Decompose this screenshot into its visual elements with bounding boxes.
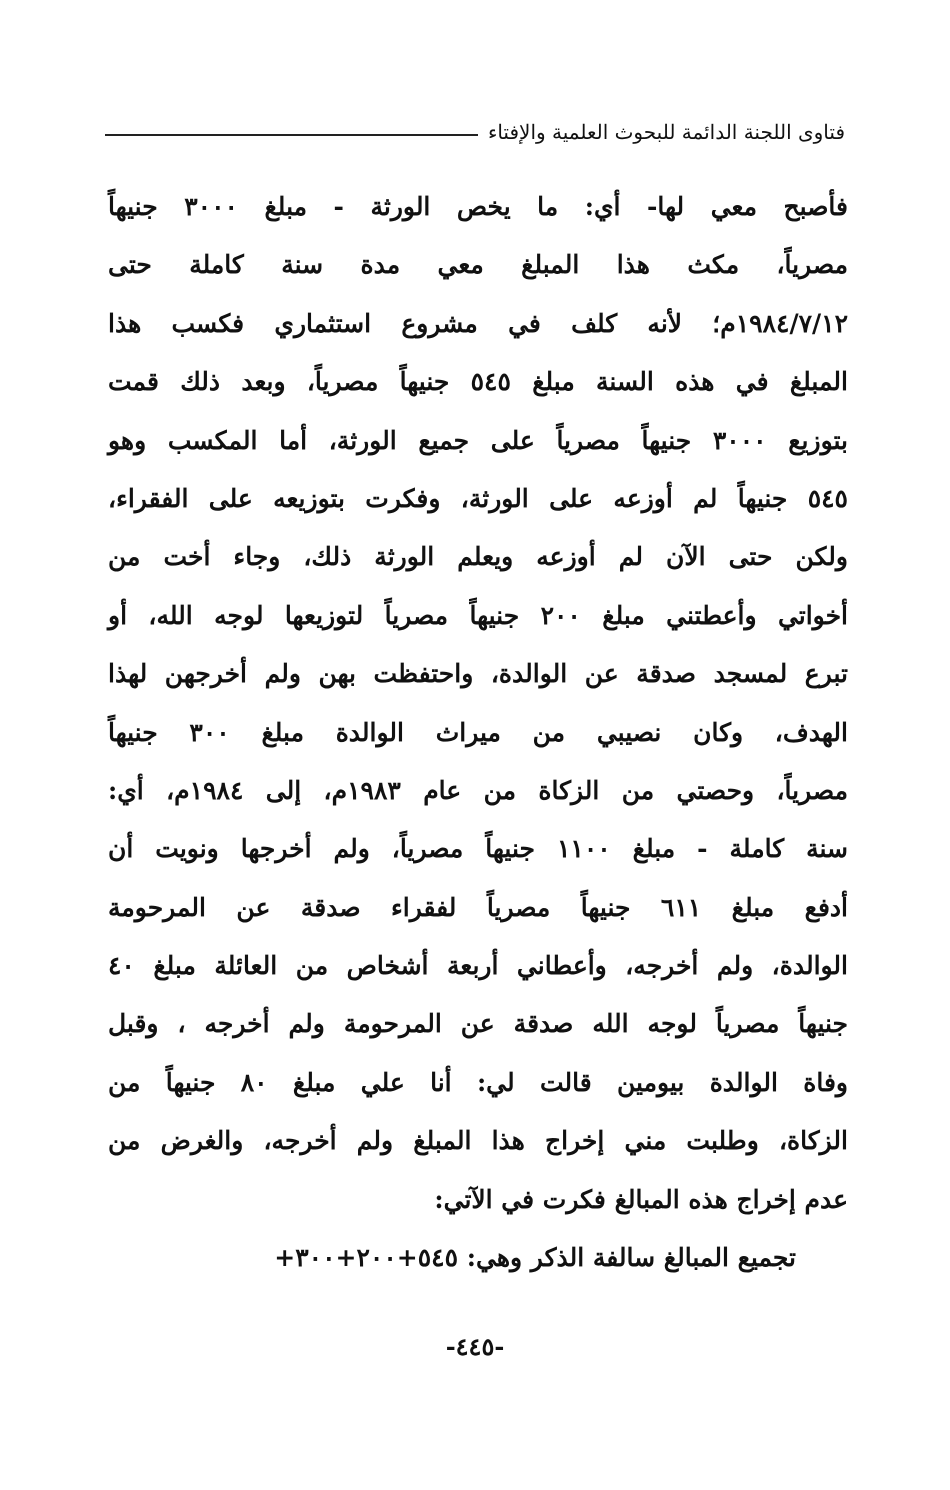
text-line: الهدف، وكان نصيبي من ميراث الوالدة مبلغ ٣٠٠ جنيهاً (108, 717, 848, 747)
text-line: ولكن حتى الآن لم أوزعه ويعلم الورثة ذلك، وجاء أخت من (108, 542, 848, 572)
running-header (105, 112, 845, 152)
header-rule (105, 134, 478, 136)
book-title: فتاوى اللجنة الدائمة للبحوث العلمية والإفتاء (487, 120, 845, 144)
text-line: فأصبح معي لها- أي: ما يخص الورثة - مبلغ ٣٠٠٠ جنيهاً (108, 192, 849, 221)
text-line: بتوزيع ٣٠٠٠ جنيهاً مصرياً على جميع الورثة، أما المكسب وهو (108, 425, 848, 455)
text-line: جنيهاً مصرياً لوجه الله صدقة عن المرحومة ولم أخرجه ، وقبل (108, 1009, 848, 1039)
text-line: الوالدة، ولم أخرجه، وأعطاني أربعة أشخاص من العائلة مبلغ ٤٠ (108, 951, 848, 981)
text-line: مصرياً، وحصتي من الزكاة من عام ١٩٨٣م، إلى ١٩٨٤م، أي: (108, 775, 848, 805)
text-line: عدم إخراج هذه المبالغ فكرت في الآتي: (434, 1184, 848, 1214)
text-line: وفاة الوالدة بيومين قالت لي: أنا علي مبلغ ٨٠ جنيهاً من (108, 1067, 849, 1097)
page-number: -٤٤٥- (445, 1332, 505, 1361)
text-line: تبرع لمسجد صدقة عن الوالدة، واحتفظت بهن ولم أخرجهن لهذا (108, 659, 848, 689)
text-line: ٥٤٥ جنيهاً لم أوزعه على الورثة، وفكرت بتوزيعه على الفقراء، (108, 483, 848, 513)
text-line: تجميع المبالغ سالفة الذكر وهي: ٥٤٥+٢٠٠+٣٠٠+ (274, 1243, 796, 1273)
text-line: المبلغ في هذه السنة مبلغ ٥٤٥ جنيهاً مصرياً، وبعد ذلك قمت (108, 367, 848, 397)
text-line: الزكاة، وطلبت مني إخراج هذا المبلغ ولم أخرجه، والغرض من (108, 1126, 848, 1156)
text-line: سنة كاملة - مبلغ ١١٠٠ جنيهاً مصرياً، ولم أخرجها ونويت أن (108, 834, 848, 864)
fatwa-question-text (108, 178, 848, 1287)
text-line: أخواتي وأعطتني مبلغ ٢٠٠ جنيهاً مصرياً لتوزيعها لوجه الله، أو (108, 600, 849, 630)
text-line: مصرياً، مكث هذا المبلغ معي مدة سنة كاملة حتى (108, 250, 848, 280)
text-line: ١٩٨٤/٧/١٢م؛ لأنه كلف في مشروع استثماري فكسب هذا (108, 308, 848, 338)
text-line: أدفع مبلغ ٦١١ جنيهاً مصرياً لفقراء صدقة عن المرحومة (108, 892, 848, 922)
